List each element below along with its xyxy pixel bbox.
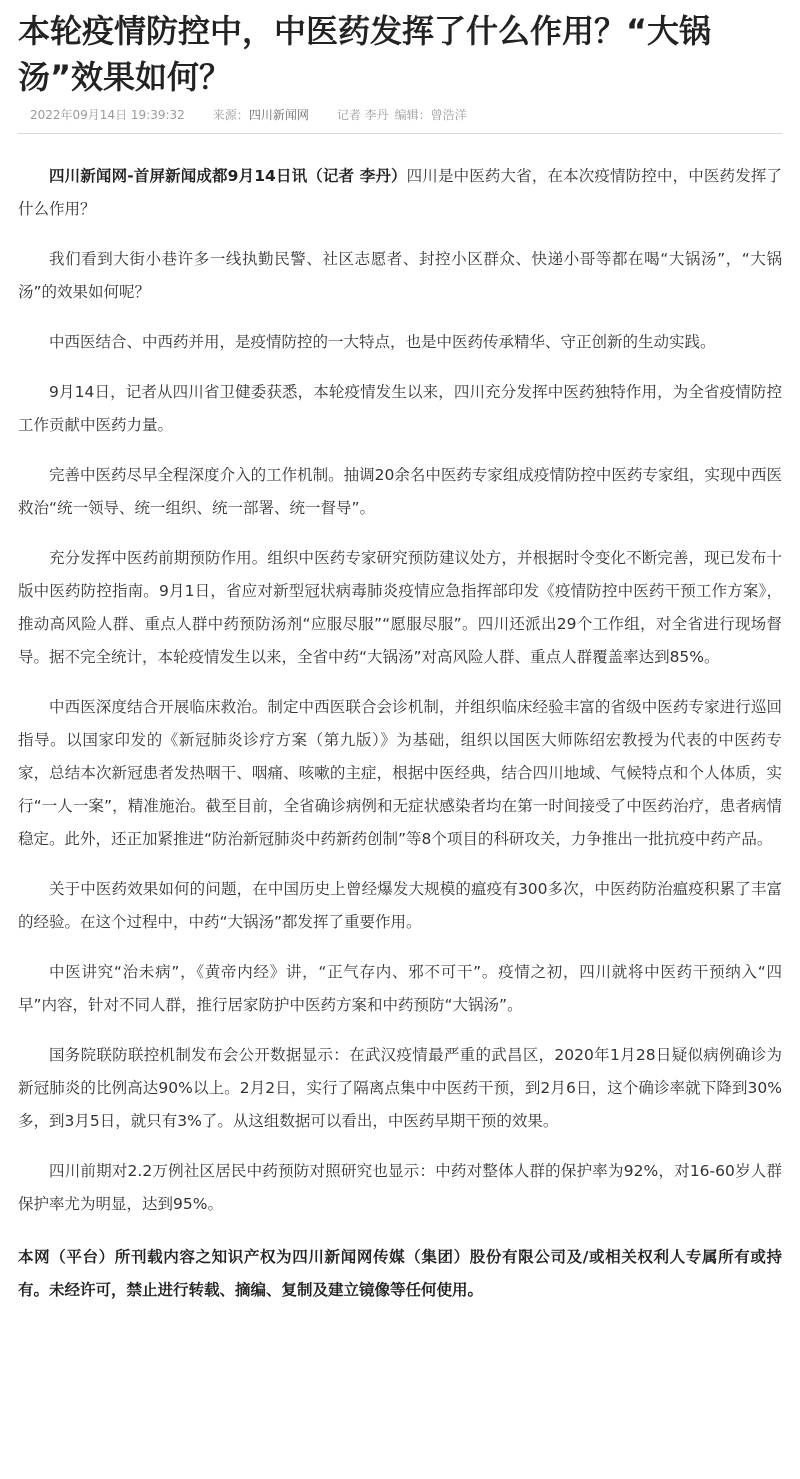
body-paragraph: 中医讲究“治未病”，《黄帝内经》讲，“正气存内、邪不可干”。疫情之初，四川就将中医药干预纳入“四早”内容，针对不同人群，推行居家防护中医药方案和中药预防“大锅汤”。 (18, 963, 782, 1014)
lead-text: 四川是中医药大省，在本次疫情防控中，中医药发挥了什么作用？ (18, 167, 782, 218)
copyright-notice: 本网（平台）所刊载内容之知识产权为四川新闻网传媒（集团）股份有限公司及/或相关权利人专属所有或持有。未经许可，禁止进行转载、摘编、复制及建立镜像等任何使用。 (18, 1248, 782, 1299)
editor: 编辑：曾浩洋 (394, 108, 467, 122)
body-paragraph: 完善中医药尽早全程深度介入的工作机制。抽调20余名中医药专家组成疫情防控中医药专家组，实现中西医救治“统一领导、统一组织、统一部署、统一督导”。 (18, 466, 782, 517)
article-meta (18, 106, 782, 134)
body-paragraph: 关于中医药效果如何的问题，在中国历史上曾经爆发大规模的瘟疫有300多次，中医药防治瘟疫积累了丰富的经验。在这个过程中，中药“大锅汤”都发挥了重要作用。 (18, 880, 782, 931)
publish-datetime: 2022年09月14日 19:39:32 (30, 108, 185, 122)
source-label: 来源： (212, 108, 249, 122)
body-paragraph: 充分发挥中医药前期预防作用。组织中医药专家研究预防建议处方，并根据时令变化不断完善，现已发布十版中医药防控指南。9月1日，省应对新型冠状病毒肺炎疫情应急指挥部印发《疫情防控中医药干预工作方案》，推动高风险人群、重点人群中药预防汤剂“应服尽服”“愿服尽服”。四川还派出29个工作组，对全省进行现场督导。据不完全统计，本轮疫情发生以来，全省中药“大锅汤”对高风险人群、重点人群覆盖率达到85%。 (18, 549, 782, 666)
body-paragraph: 四川前期对2.2万例社区居民中药预防对照研究也显示：中药对整体人群的保护率为92%，对16-60岁人群保护率尤为明显，达到95%。 (18, 1162, 782, 1213)
body-paragraph: 9月14日，记者从四川省卫健委获悉，本轮疫情发生以来，四川充分发挥中医药独特作用，为全省疫情防控工作贡献中医药力量。 (18, 383, 782, 434)
body-paragraph: 国务院联防联控机制发布会公开数据显示：在武汉疫情最严重的武昌区，2020年1月28日疑似病例确诊为新冠肺炎的比例高达90%以上。2月2日，实行了隔离点集中中医药干预，到2月6日，这个确诊率就下降到30%多，到3月5日，就只有3%了。从这组数据可以看出，中医药早期干预的效果。 (18, 1046, 782, 1130)
body-paragraph: 我们看到大街小巷许多一线执勤民警、社区志愿者、封控小区群众、快递小哥等都在喝“大锅汤”，“大锅汤”的效果如何呢？ (18, 250, 782, 301)
body-paragraph: 中西医结合、中西药并用，是疫情防控的一大特点，也是中医药传承精华、守正创新的生动实践。 (49, 333, 716, 351)
article-body (18, 160, 782, 1307)
body-paragraph: 中西医深度结合开展临床救治。制定中西医联合会诊机制，并组织临床经验丰富的省级中医药专家进行巡回指导。以国家印发的《新冠肺炎诊疗方案（第九版）》为基础，组织以国医大师陈绍宏教授为代表的中医药专家，总结本次新冠患者发热咽干、咽痛、咳嗽的主症，根据中医经典，结合四川地域、气候特点和个人体质，实行“一人一案”，精准施治。截至目前，全省确诊病例和无症状感染者均在第一时间接受了中医药治疗，患者病情稳定。此外，还正加紧推进“防治新冠肺炎中药新药创制”等8个项目的科研攻关，力争推出一批抗疫中药产品。 (18, 698, 782, 848)
source-link[interactable]: 四川新闻网 (248, 108, 309, 122)
article-title: 本轮疫情防控中，中医药发挥了什么作用？“大锅汤”效果如何？ (18, 12, 712, 96)
lead-paragraph (18, 160, 782, 226)
lead-dateline: 四川新闻网-首屏新闻成都9月14日讯（记者 李丹） (49, 167, 407, 185)
reporter: 记者 李丹 (336, 108, 389, 122)
